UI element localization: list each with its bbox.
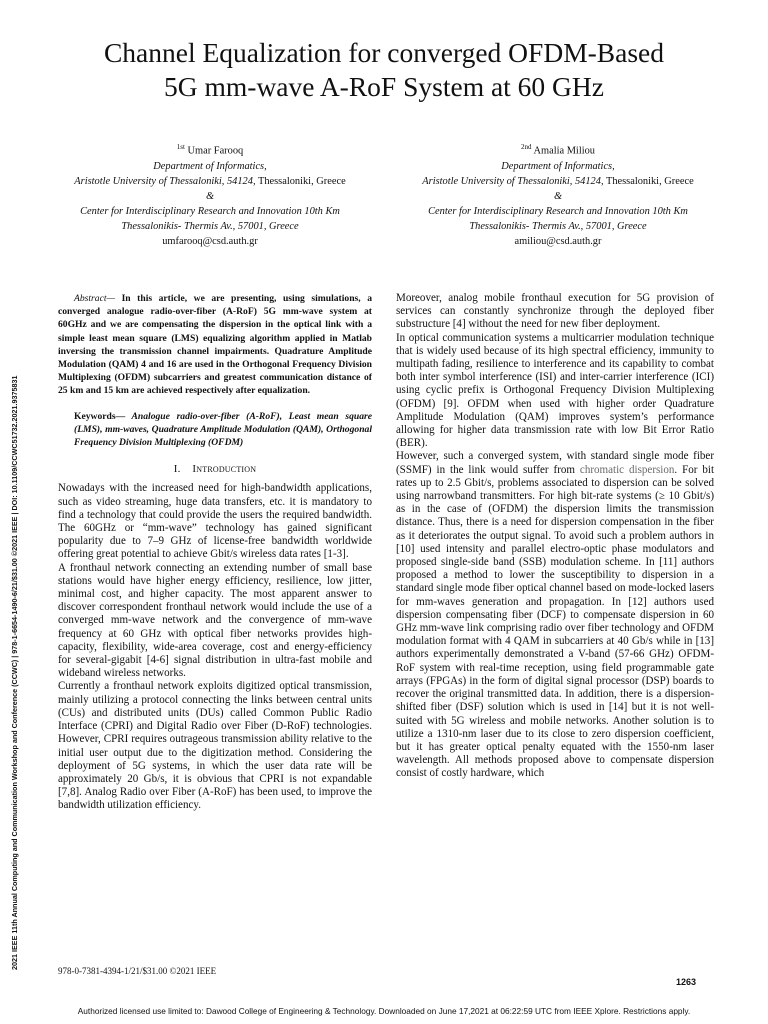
author-center-2: Thessalonikis- Thermis Av., 57001, Greece bbox=[469, 220, 647, 232]
paragraph: A fronthaul network connecting an extending number of small base stations would have higher energy efficiency, resilience, low jitter, minimal cost, and higher capacity. The most apparent answer to discover correspondent fronthaul network would include the use of a converged mm-wave network and the convergence of mm-wave frequency at 60 GHz with optical fiber networks provides high-capacity, flexibility, wide-area coverage, cost and energy-efficiency for several-gigabit [4-6] signal distribution in ultra-fast mobile and wideband wireless networks. bbox=[58, 561, 372, 680]
section-title: Introduction bbox=[192, 463, 257, 476]
author-univ: Aristotle University of Thessaloniki, 54124, Thessaloniki, Greece bbox=[74, 175, 346, 187]
paper-title bbox=[40, 36, 728, 104]
author-name: $^{2nd}$ Amalia Miliou bbox=[520, 143, 595, 157]
keywords bbox=[58, 410, 372, 450]
author-dept: Department of Informatics, bbox=[153, 160, 267, 172]
author-univ: Aristotle University of Thessaloniki, 54124, Thessaloniki, Greece bbox=[422, 175, 694, 187]
author-amp: & bbox=[553, 190, 563, 202]
footer-isbn: 978-0-7381-4394-1/21/$31.00 ©2021 IEEE bbox=[58, 966, 217, 976]
section-heading bbox=[58, 463, 372, 476]
author-email: umfarooq@csd.auth.gr bbox=[162, 236, 258, 248]
paragraph: In optical communication systems a multicarrier modulation technique that is widely used because of its high spectral efficiency, immunity to multipath fading, resilience to interference and its capability to combat both inter symbol interference (ISI) and inter-carrier interference (ICI) using cyclic prefix is Orthogonal Frequency Division Multiplexing (OFDM) [9]. OFDM when used with higher order Quadrature Amplitude Modulation (QAM) improves system’s performance allowing for higher data transmission rate with low Bit Error Ratio (BER). bbox=[396, 331, 714, 450]
right-column bbox=[396, 292, 714, 781]
author-center-1: Center for Interdisciplinary Research and Innovation 10th Km bbox=[80, 205, 340, 217]
title-line-2: 5G mm-wave A-RoF System at 60 GHz bbox=[164, 71, 604, 102]
abstract bbox=[58, 292, 372, 398]
paragraph: Moreover, analog mobile fronthaul execution for 5G provision of services can constantly synchronize through the deployed fiber substructure [4] without the need for new fiber deployment. bbox=[396, 292, 714, 331]
keywords-text: Analogue radio-over-fiber (A-RoF), Least mean square (LMS), mm-waves, Quadrature Amplitude Modulation (QAM), Orthogonal Frequency Division Multiplexing (OFDM) bbox=[74, 410, 372, 449]
paragraph: However, such a converged system, with standard single mode fiber (SSMF) in the link would suffer from chromatic dispersion. For bit rates up to 2.5 Gbit/s, problems associated to dispersion can be solved using narrowband transmitters. For high bit-rate systems (≥ 10 Gbit/s) as in the case of (OFDM) the dispersion limits the transmission distance. Thus, there is a need for dispersion compensation in the fiber as it deteriorates the output signal. To avoid such a problem authors in [10] used intensity and parallel electro-optic phase modulators and proposed single-side band (SSB) modulation scheme. In [11] authors proposed a method to lower the susceptibility to dispersion in a standard single mode fiber optical channel based on mode-locked lasers for mm-waves generation and propagation. In [12] authors used dispersion compensating fiber (DCF) to compensate dispersion in 60 GHz mm-wave link comprising radio over fiber technology and OFDM modulation format with 4 QAM in subcarriers at 40 Gb/s while in [13] authors experimentally demonstrated a V-band (57-66 GHz) OFDM-RoF system with real-time reception, using field programmable gate arrays (FPGAs) in the form of digital signal processor (DSP) boards to recover the original transmitted data. In addition, there is a dispersion-shifted fiber (DSF) solution which is used in [14] but it is not well-suited with 5G wireless and mobile networks. Another solution is to utilize a 1310-nm laser due to its close to zero dispersion coefficient, but it has greater optical penalty equated with the 1550-nm laser wavelength. All methods proposed above to compensate dispersion consist of costly hardware, which bbox=[396, 450, 715, 780]
author-dept: Department of Informatics, bbox=[501, 160, 615, 172]
doi-sidebar: 2021 IEEE 11th Annual Computing and Communication Workshop and Conference (CCWC) | 978-1-6654-1490-6/21/$31.00 ©2021 IEEE | DOI: 10.1109/CCWC51732.2021.9375831 bbox=[10, 375, 19, 970]
page-number: 1263 bbox=[676, 977, 697, 987]
paragraph: Currently a fronthaul network exploits digitized optical transmission, mainly utilizing a protocol connecting the links between central units (CUs) and distributed units (DUs) called Common Public Radio Interface (CPRI) and Digital Radio over Fiber (D-RoF) technologies. However, CPRI requires outrageous transmission ability relative to the initial user output due to the digitization method. Considering the deployment of 5G systems, in which the user data rate will be approximately 20 Gb/s, it is obvious that CPRI is not expandable [7,8]. Analog Radio over Fiber (A-RoF) has been used, to improve the bandwidth utilization efficiency. bbox=[58, 680, 372, 812]
author-name: $^{1st}$ Umar Farooq bbox=[176, 143, 244, 157]
author-center-2: Thessalonikis- Thermis Av., 57001, Greece bbox=[121, 220, 299, 232]
author-block-1 bbox=[60, 140, 360, 249]
left-column bbox=[58, 292, 372, 813]
keywords-label: Keywords— bbox=[74, 410, 126, 422]
author-email: amiliou@csd.auth.gr bbox=[514, 236, 602, 248]
author-center-1: Center for Interdisciplinary Research and Innovation 10th Km bbox=[428, 205, 688, 217]
license-notice: Authorized licensed use limited to: Dawood College of Engineering & Technology. Downloaded on June 17,2021 at 06:22:59 UTC from IEEE Xplore. Restrictions apply. bbox=[77, 1006, 691, 1016]
abstract-label: Abstract— bbox=[74, 293, 116, 304]
author-amp: & bbox=[205, 190, 215, 202]
abstract-text: In this article, we are presenting, using simulations, a converged analogue radio-over-fiber (A-RoF) 5G mm-wave system at 60GHz and we are compensating the dispersion in the optical link with a simple least mean square (LMS) equalizing algorithm applied in Matlab inversing the transmission channel impairments. Quadrature Amplitude Modulation (QAM) 4 and 16 are used in the Orthogonal Frequency Division Multiplexing (OFDM) subcarriers and greatest communication distance of 25 km and 15 km are achieved respectively after equalization. bbox=[58, 293, 372, 397]
author-block-2 bbox=[408, 140, 708, 249]
section-number: I. bbox=[173, 463, 181, 476]
highlighted-text: chromatic dispersion bbox=[579, 463, 675, 476]
title-line-1: Channel Equalization for converged OFDM-Based bbox=[103, 37, 665, 68]
paragraph: Nowadays with the increased need for high-bandwidth applications, such as video streaming, huge data transfers, etc. it is mandatory to find a technology that could provide the users the required bandwidth. The 60GHz or “mm-wave” technology has gained significant popularity due to 7–9 GHz of license-free bandwidth worldwide offering great potential to achieve Gbit/s wireless data rates [1-3]. bbox=[58, 482, 372, 561]
